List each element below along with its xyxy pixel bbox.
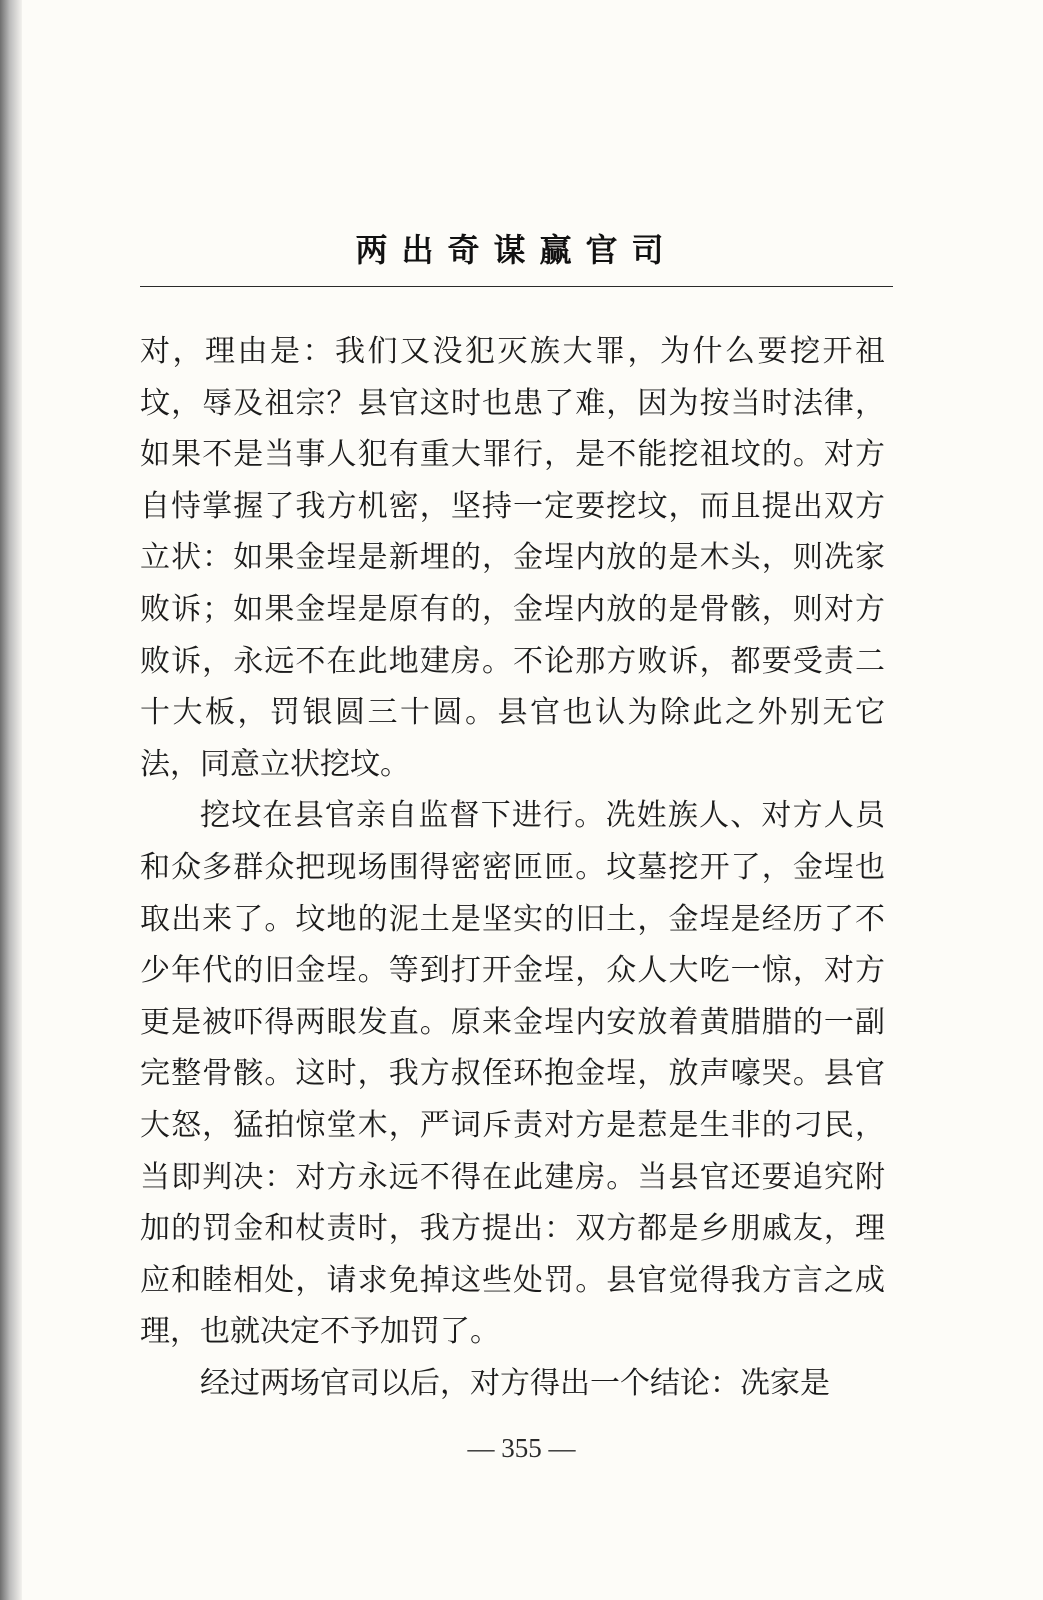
body-text (140, 326, 885, 1409)
page-number: — 355 — (467, 1433, 576, 1463)
paragraph: 经过两场官司以后，对方得出一个结论：冼家是 (200, 1365, 830, 1401)
paragraph-continued: 对，理由是：我们又没犯灭族大罪，为什么要挖开祖坟，辱及祖宗？县官这时也患了难，因为按当时法律，如果不是当事人犯有重大罪行，是不能挖祖坟的。对方自恃掌握了我方机密，坚持一定要挖坟，而且提出双方立状：如果金埕是新埋的，金埕内放的是木头，则冼家败诉；如果金埕是原有的，金埕内放的是骨骸，则对方败诉，永远不在此地建房。不论那方败诉，都要受责二十大板，罚银圆三十圆。县官也认为除此之外别无它法，同意立状挖坟。 (140, 334, 885, 782)
header-rule (140, 286, 893, 287)
paragraph: 挖坟在县官亲自监督下进行。冼姓族人、对方人员和众多群众把现场围得密密匝匝。坟墓挖开了，金埕也取出来了。坟地的泥土是坚实的旧土，金埕是经历了不少年代的旧金埕。等到打开金埕，众人大吃一惊，对方更是被吓得两眼发直。原来金埕内安放着黄腊腊的一副完整骨骸。这时，我方叔侄环抱金埕，放声嚎哭。县官大怒，猛拍惊堂木，严词斥责对方是惹是生非的刁民，当即判决：对方永远不得在此建房。当县官还要追究附加的罚金和杖责时，我方提出：双方都是乡朋戚友，理应和睦相处，请求免掉这些处罚。县官觉得我方言之成理，也就决定不予加罚了。 (140, 798, 885, 1350)
page-binding-shadow (0, 0, 22, 1600)
running-header-title: 两出奇谋赢官司 (355, 231, 678, 269)
